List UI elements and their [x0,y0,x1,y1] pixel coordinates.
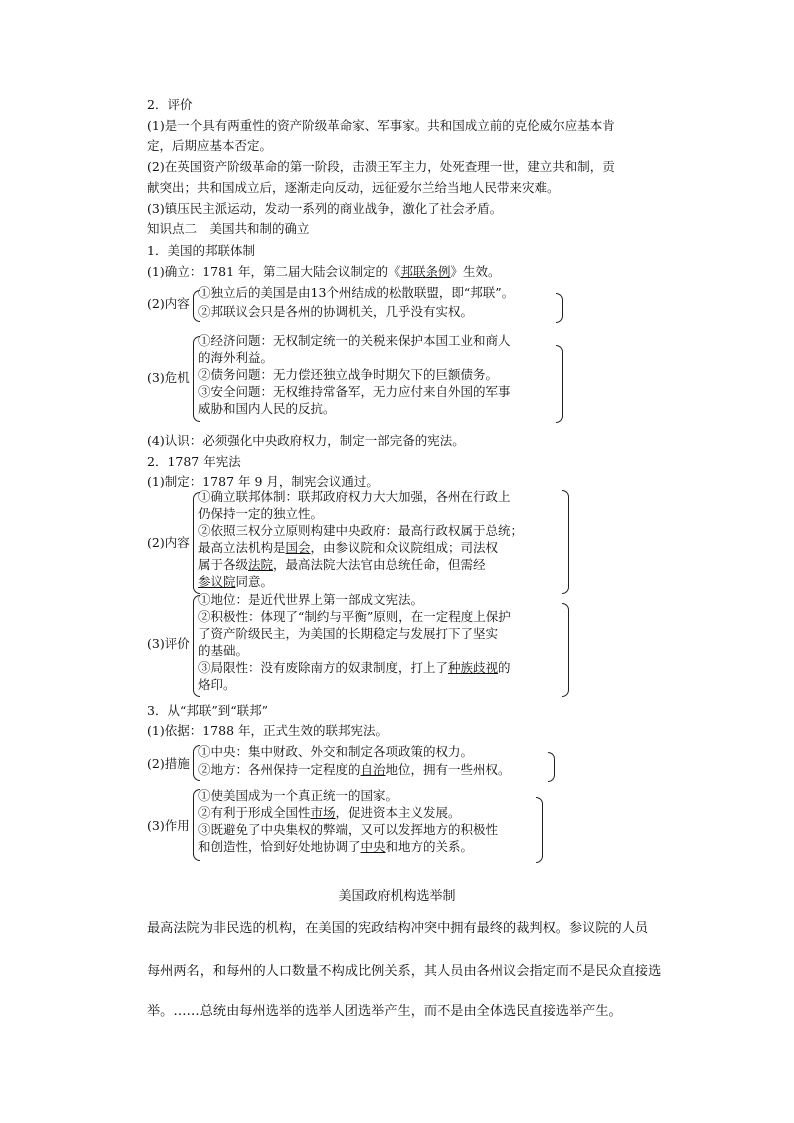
list-item [198,557,486,573]
text-span: 地位，拥有一些州权。 [385,762,511,777]
text-span: ②地方：各州保持一定程度的 [198,762,361,777]
right-brace [556,293,563,323]
underlined-term: 国会 [285,540,311,555]
list-item [198,839,473,855]
group-label: (2)内容 [147,535,190,550]
list-item: ①独立后的美国是由13个州结成的松散联盟，即“邦联”。 [198,285,515,300]
list-item [198,805,461,821]
list-item [198,574,273,590]
list-item: ①确立联邦体制：联邦政府权力大大加强，各州在行政上 [198,489,511,504]
list-item [198,540,498,556]
text-span: 》生效。 [450,264,501,279]
right-brace [562,490,569,594]
paragraph-line: 定，后期应基本否定。 [147,138,273,153]
subsection-heading: 2．1787 年宪法 [147,454,241,469]
underlined-term: 中央 [360,839,386,854]
right-brace [556,345,563,423]
list-item [198,762,511,778]
knowledge-point-heading: 知识点二 美国共和制的确立 [147,221,310,236]
list-item [198,660,511,676]
group-label: (2)措施 [147,756,190,771]
underlined-term: 参议院 [198,574,236,589]
text-span: ，促进资本主义发展。 [335,805,461,820]
reading-line: 每州两名，和每州的人口数量不构成比例关系，其人员由各州议会指定而不是民众直接选 [147,964,662,979]
reading-line: 最高法院为非民选的机构，在美国的宪政结构冲突中拥有最终的裁判权。参议院的人员 [147,921,649,936]
list-item: 仍保持一定的独立性。 [198,506,324,521]
text-span: ，由参议院和众议院组成；司法权 [310,540,499,555]
underlined-term: 邦联条例 [400,264,451,279]
text-span: ②有利于形成全国性 [198,805,311,820]
paragraph-line: (1)依据：1788 年，正式生效的联邦宪法。 [147,723,388,738]
underlined-term: 法院 [248,557,274,572]
text-span: 属于各级 [198,557,249,572]
paragraph-line: (3)镇压民主派运动，发动一系列的商业战争，激化了社会矛盾。 [147,201,503,216]
group-label: (2)内容 [147,296,190,311]
list-item: 的基础。 [198,643,249,658]
list-item: ①地位：是近代世界上第一部成文宪法。 [198,592,424,607]
right-brace [562,603,569,697]
paragraph-line: 献突出；共和国成立后，逐渐走向反动，远征爱尔兰给当地人民带来灾难。 [147,180,560,195]
paragraph-line: (1)制定：1787 年 9 月，制宪会议通过。 [147,474,379,489]
text-span: ③局限性：没有废除南方的奴隶制度，打上了 [198,660,449,675]
subsection-heading: 1．美国的邦联体制 [147,243,255,258]
list-item: ①使美国成为一个真正统一的国家。 [198,788,399,803]
list-item: 威胁和国内人民的反抗。 [198,401,336,416]
text-span: 和地方的关系。 [385,839,474,854]
underlined-term: 种族歧视 [448,660,499,675]
list-item: ①经济问题：无权制定统一的关税来保护本国工业和商人 [198,333,511,348]
underlined-term: 自治 [360,762,386,777]
right-brace [536,797,543,863]
list-item: ①中央：集中财政、外交和制定各项政策的权力。 [198,744,474,759]
text-span: 的 [498,660,511,675]
list-item: 烙印。 [198,677,236,692]
paragraph-line [147,264,501,280]
text-span: (1)确立：1781 年，第二届大陆会议制定的《 [147,264,401,279]
list-item: ③既避免了中央集权的弊端，又可以发挥地方的积极性 [198,822,499,837]
list-item: ②邦联议会只是各州的协调机关，几乎没有实权。 [198,304,474,319]
list-item: 了资产阶级民主，为美国的长期稳定与发展打下了坚实 [198,626,499,641]
text-span: 最高立法机构是 [198,540,286,555]
reading-line: 举。……总统由每州选举的选举人团选举产生，而不是由全体选民直接选举产生。 [147,1004,622,1019]
list-item: ③安全问题：无权维持常备军，无力应付来自外国的军事 [198,384,511,399]
paragraph-line: (1)是一个具有两重性的资产阶级革命家、军事家。共和国成立前的克伦威尔应基本肯 [147,118,615,133]
reading-title: 美国政府机构选举制 [338,889,456,904]
section-heading: 2．评价 [147,97,193,112]
group-label: (3)评价 [147,636,190,651]
group-label: (3)危机 [147,370,190,385]
list-item: 的海外利益。 [198,350,274,365]
text-span: ，最高法院大法官由总统任命，但需经 [273,557,486,572]
list-item: ②依照三权分立原则构建中央政府：最高行政权属于总统； [198,523,524,538]
paragraph-line: (2)在英国资产阶级革命的第一阶段，击溃王军主力，处死查理一世，建立共和制，贡 [147,159,615,174]
subsection-heading: 3．从“邦联”到“联邦” [147,703,269,718]
text-span: 和创造性，恰到好处地协调了 [198,839,361,854]
group-label: (3)作用 [147,818,190,833]
underlined-term: 市场 [310,805,336,820]
list-item: ②债务问题：无力偿还独立战争时期欠下的巨额债务。 [198,367,499,382]
right-brace [548,752,555,782]
paragraph-line: (4)认识：必须强化中央政府权力，制定一部完备的宪法。 [147,433,465,448]
text-span: 同意。 [235,574,274,589]
list-item: ②积极性：体现了“制约与平衡”原则，在一定程度上保护 [198,609,511,624]
